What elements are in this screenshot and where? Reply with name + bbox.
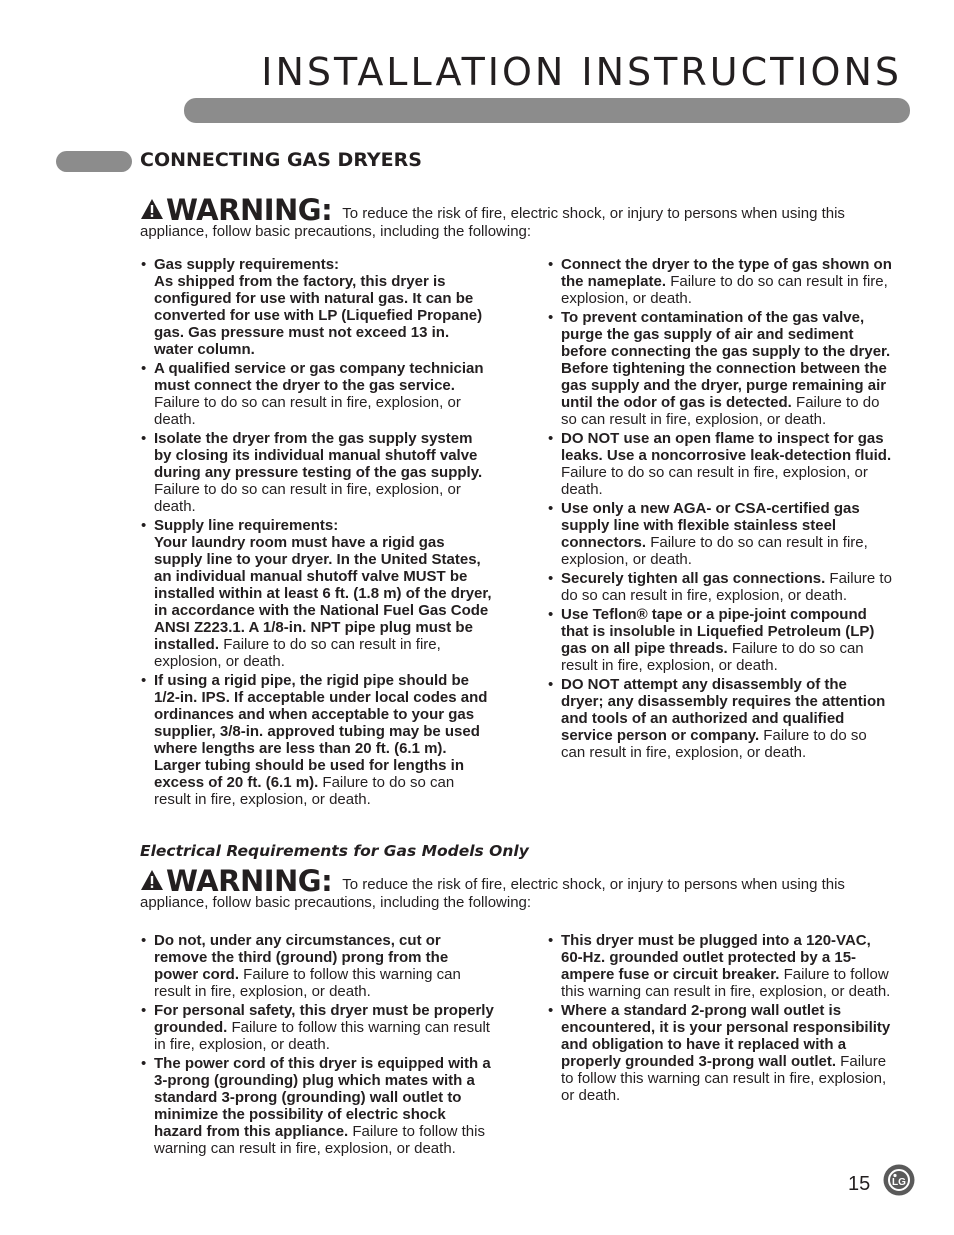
- warning-text-cont: appliance, follow basic precautions, including the following:: [140, 223, 532, 240]
- electrical-subheading: Electrical Requirements for Gas Models Only: [140, 842, 529, 860]
- lg-logo-icon: [883, 1164, 915, 1196]
- list-item: • Gas supply requirements: As shipped from the factory, this dryer is configured for use with natural gas. It can be converted for use with LP (Liquefied Propane) gas. Gas pressure must not exceed 13 in. water column.: [141, 256, 483, 358]
- page-header-title: INSTALLATION INSTRUCTIONS: [261, 50, 902, 94]
- list-item: • Supply line requirements: Your laundry room must have a rigid gas supply line to your dryer. In the United States, an individual manual shutoff valve MUST be installed within at least 6 ft. (1.8 m) of the dryer, in accordance with the National Fuel Gas Code ANSI Z223.1. A 1/8-in. NPT pipe plug must be installed. Failure to do so can result in fire, explosion, or death.: [141, 517, 492, 670]
- svg-text:LG: LG: [892, 1177, 906, 1188]
- list-item: • If using a rigid pipe, the rigid pipe should be 1/2-in. IPS. If acceptable under local codes and ordinances and when acceptable to your gas supplier, 3/8-in. approved tubing may be used where lengths are less than 20 ft. (6.1 m). Larger tubing should be used for lengths in excess of 20 ft. (6.1 m). Failure to do so can result in fire, explosion, or death.: [141, 672, 488, 808]
- warning-header-2: [140, 864, 900, 912]
- list-item: • Use Teflon® tape or a pipe-joint compound that is insoluble in Liquefied Petroleum (LP) gas on all pipe threads. Failure to do so can result in fire, explosion, or death.: [548, 606, 875, 674]
- warning-header-1: [140, 193, 900, 241]
- warning2-right-column: [547, 932, 892, 1106]
- list-item: • DO NOT attempt any disassembly of the dryer; any disassembly requires the attention and tools of an authorized and qualified service person or company. Failure to do so can result in fire, explosion, or death.: [548, 676, 886, 761]
- list-item: • Connect the dryer to the type of gas shown on the nameplate. Failure to do so can result in fire, explosion, or death.: [548, 256, 892, 307]
- section-heading: CONNECTING GAS DRYERS: [140, 149, 422, 171]
- list-item: • Where a standard 2-prong wall outlet is encountered, it is your personal responsibility and obligation to have it replaced with a properly grounded 3-prong wall outlet. Failure to follow this warning can result in fire, explosion, or death.: [548, 1002, 891, 1104]
- list-item: • A qualified service or gas company technician must connect the dryer to the gas service. Failure to do so can result in fire, explosion, or death.: [141, 360, 484, 428]
- warning-word: WARNING:: [166, 193, 333, 227]
- warning1-right-column: [547, 256, 892, 763]
- list-item: • Use only a new AGA- or CSA-certified gas supply line with flexible stainless steel connectors. Failure to do so can result in fire, explosion, or death.: [548, 500, 868, 568]
- warning2-left-column: [140, 932, 496, 1159]
- warning1-left-column: [140, 256, 492, 810]
- warning-text-cont: appliance, follow basic precautions, including the following:: [140, 894, 532, 911]
- list-item: • Do not, under any circumstances, cut or remove the third (ground) prong from the power cord. Failure to follow this warning can result in fire, explosion, or death.: [141, 932, 461, 1000]
- warning-triangle-icon: [140, 869, 164, 891]
- header-bar: [184, 98, 910, 123]
- warning-triangle-icon: [140, 198, 164, 220]
- warning-text: To reduce the risk of fire, electric shock, or injury to persons when using this: [342, 876, 845, 893]
- warning-word: WARNING:: [166, 864, 333, 898]
- list-item: • DO NOT use an open flame to inspect for gas leaks. Use a noncorrosive leak-detection fluid. Failure to do so can result in fire, explosion, or death.: [548, 430, 892, 498]
- list-item: • To prevent contamination of the gas valve, purge the gas supply of air and sediment before connecting the gas supply to the dryer. Before tightening the connection between the gas supply and the dryer, purge remaining air until the odor of gas is detected. Failure to do so can result in fire, explosion, or death.: [548, 309, 891, 428]
- list-item: • The power cord of this dryer is equipped with a 3-prong (grounding) plug which mates with a standard 3-prong (grounding) wall outlet to minimize the possibility of electric shock hazard from this appliance. Failure to follow this warning can result in fire, explosion, or death.: [141, 1055, 491, 1157]
- list-item: • Securely tighten all gas connections. Failure to do so can result in fire, explosion, or death.: [548, 570, 892, 604]
- list-item: • Isolate the dryer from the gas supply system by closing its individual manual shutoff valve during any pressure testing of the gas supply. Failure to do so can result in fire, explosion, or death.: [141, 430, 483, 515]
- page-number: 15: [848, 1173, 871, 1195]
- list-item: • For personal safety, this dryer must be properly grounded. Failure to follow this warning can result in fire, explosion, or death.: [141, 1002, 494, 1053]
- list-item: • This dryer must be plugged into a 120-VAC, 60-Hz. grounded outlet protected by a 15-ampere fuse or circuit breaker. Failure to follow this warning can result in fire, explosion, or death.: [548, 932, 891, 1000]
- warning-text: To reduce the risk of fire, electric shock, or injury to persons when using this: [342, 205, 845, 222]
- section-pill: [56, 151, 132, 172]
